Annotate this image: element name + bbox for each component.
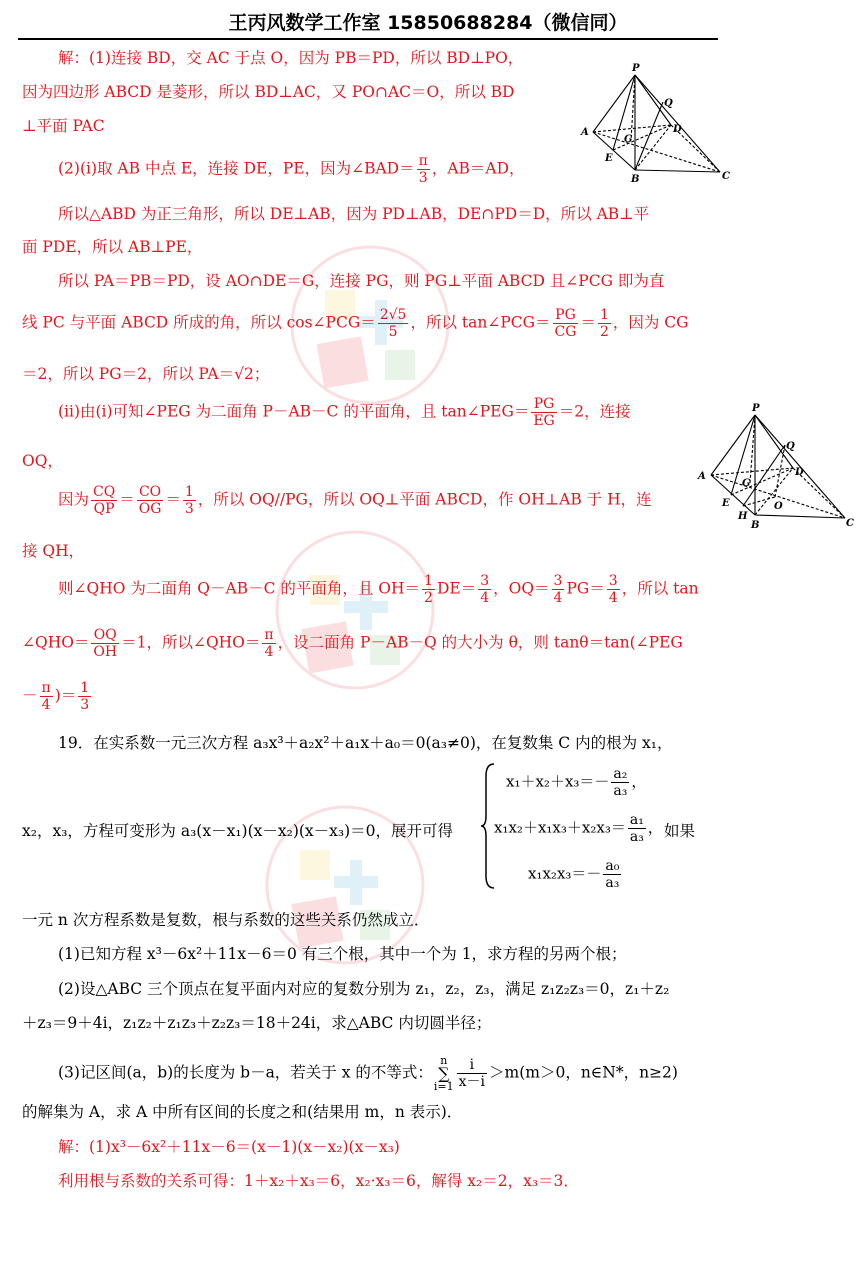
fig2-label-d: D (795, 467, 804, 478)
sol18-line-7: 所以 PA＝PB＝PD，设 AO∩DE＝G，连接 PG，则 PG⊥平面 ABCD 且∠PCG 即为直 (58, 272, 665, 290)
fig1-label-q: Q (664, 98, 673, 109)
pyramid-figure-2 (695, 400, 856, 530)
prob19-q3-line-1: (3)记区间(a，b)的长度为 b－a，若关于 x 的不等式： n ∑ i=1 $\frac{i}{x-i}$ ＞m(m＞0，n∈N*，n≥2) (58, 1054, 678, 1093)
fig1-label-c: C (722, 171, 730, 182)
sol18-line-13: 接 QH， (22, 542, 85, 560)
prob19-q3-line-2: 的解集为 A，求 A 中所有区间的长度之和(结果用 m，n 表示)． (22, 1103, 463, 1121)
fig1-label-b: B (631, 174, 640, 185)
fig1-label-g: G (624, 134, 633, 145)
sol18-line-14: 则∠QHO 为二面角 Q－AB－C 的平面角，且 OH＝ $\frac{1}{2}$ DE＝ $\frac{3}{4}$ ，OQ＝ $\frac{3}{4}$ PG＝ $\frac{3}{4}$ ，所以 tan (58, 573, 699, 606)
sol18-line-12: 因为 $\frac{CQ}{QP}$ ＝ $\frac{CO}{OG}$ ＝ $\frac{1}{3}$ ，所以 OQ//PG，所以 OQ⊥平面 ABCD，作 OH⊥AB 于 H，连 (58, 484, 652, 517)
fig2-label-b: B (751, 520, 760, 530)
sol18-line-9: ＝2，所以 PG＝2，所以 PA＝√2； (22, 365, 270, 383)
system-eq-2: x₁x₂＋x₁x₃＋x₂x₃＝ $\frac{\text{a₁}}{\text{a₃}}$ ， (494, 812, 663, 845)
fraction: $\frac{\pi}{3}$ (418, 153, 428, 186)
watermark-logo (270, 525, 440, 695)
fig2-label-a: A (698, 471, 706, 482)
fig2-label-o: O (774, 501, 783, 512)
sol18-line-1: 解：(1)连接 BD，交 AC 于点 O，因为 PB＝PD，所以 BD⊥PO， (58, 49, 524, 67)
sol18-line-2: 因为四边形 ABCD 是菱形，所以 BD⊥AC，又 PO∩AC＝O，所以 BD (22, 83, 515, 101)
fig1-label-d: D (673, 124, 682, 135)
system-eq-3: x₁x₂x₃＝－ $\frac{\text{a₀}}{\text{a₃}}$ (528, 858, 620, 891)
fig1-label-p: P (632, 63, 640, 74)
prob19-q1: (1)已知方程 x³－6x²＋11x－6＝0 有三个根，其中一个为 1，求方程的另两个根； (58, 945, 627, 963)
sol18-line-4: (2)(i)取 AB 中点 E，连接 DE，PE，因为∠BAD＝ $\frac{\pi}{3}$ ，AB＝AD， (58, 153, 525, 186)
fig1-label-e: E (605, 153, 613, 164)
equation-system (480, 762, 680, 892)
fig2-label-q: Q (786, 441, 795, 452)
prob19-line-3: 一元 n 次方程系数是复数，根与系数的这些关系仍然成立． (22, 911, 430, 929)
system-eq-1: x₁＋x₂＋x₃＝－ $\frac{\text{a₂}}{\text{a₃}}$ ， (506, 766, 647, 799)
prob19-q2-line-2: ＋z₃＝9＋4i，z₁z₂＋z₁z₃＋z₂z₃＝18＋24i，求△ABC 内切圆半径； (22, 1014, 492, 1032)
fig1-label-a: A (581, 127, 589, 138)
sol18-line-6: 面 PDE，所以 AB⊥PE， (22, 238, 203, 256)
fig2-label-g: G (742, 478, 751, 489)
sol18-line-3: ⊥平面 PAC (22, 117, 105, 135)
page-header: 王丙风数学工作室 15850688284（微信同） (228, 12, 628, 34)
fig2-label-c: C (846, 518, 854, 529)
sol18-line-15: ∠QHO＝ $\frac{OQ}{OH}$ ＝1，所以∠QHO＝ $\frac{\pi}{4}$ ，设二面角 P－AB－Q 的大小为 θ，则 tanθ＝tan(∠PEG (22, 627, 683, 660)
prob19-line-1: 19．在实系数一元三次方程 a₃x³＋a₂x²＋a₁x＋a₀＝0(a₃≠0)，在复数集 C 内的根为 x₁， (58, 734, 673, 752)
header-rule (18, 38, 718, 40)
summation-symbol: n ∑ i=1 (433, 1054, 454, 1093)
prob19-line-2a: x₂，x₃，方程可变形为 a₃(x－x₁)(x－x₂)(x－x₃)＝0，展开可得 (22, 822, 454, 840)
fig2-label-h: H (738, 511, 748, 522)
prob19-q2-line-1: (2)设△ABC 三个顶点在复平面内对应的复数分别为 z₁，z₂，z₃，满足 z₁z₂z₃＝0，z₁＋z₂ (58, 980, 670, 998)
prob19-line-2b: 如果 (664, 822, 696, 840)
sol18-line-8: 线 PC 与平面 ABCD 所成的角，所以 cos∠PCG＝ $\frac{2√5}{5}$ ，所以 tan∠PCG＝ $\frac{PG}{CG}$ ＝ $\frac{1}{2}$ ，因为 CG (22, 307, 689, 340)
sol19-line-1: 解：(1)x³－6x²＋11x－6＝(x－1)(x－x₂)(x－x₃) (58, 1138, 400, 1156)
sol18-line-11: OQ， (22, 452, 63, 470)
sol18-line-10: (ii)由(i)可知∠PEG 为二面角 P－AB－C 的平面角，且 tan∠PEG＝ $\frac{PG}{EG}$ ＝2，连接 (58, 396, 631, 429)
fig2-label-p: P (752, 403, 760, 414)
sol19-line-2: 利用根与系数的关系可得：1＋x₂＋x₃＝6，x₂·x₃＝6，解得 x₂＝2，x₃＝3． (58, 1172, 579, 1190)
sol18-line-16: － $\frac{\pi}{4}$ )＝ $\frac{1}{3}$ (22, 680, 90, 713)
sol18-line-5: 所以△ABD 为正三角形，所以 DE⊥AB，因为 PD⊥AB，DE∩PD＝D，所以 AB⊥平 (58, 205, 650, 223)
fig2-label-e: E (722, 498, 730, 509)
pyramid-figure-1 (575, 60, 745, 185)
